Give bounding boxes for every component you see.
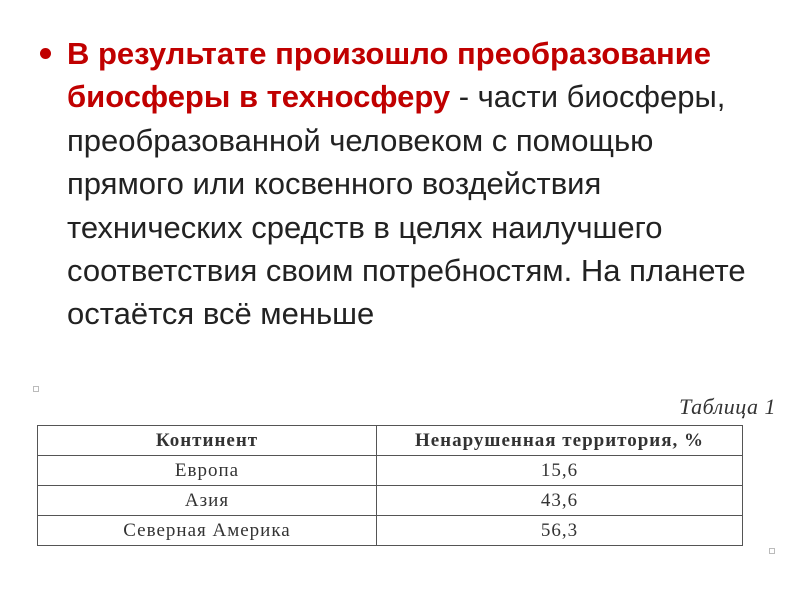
table-cell-value: 56,3 <box>377 516 743 546</box>
column-header-territory: Ненарушенная территория, % <box>377 426 743 456</box>
table-row <box>38 486 743 516</box>
table-cell-continent: Северная Америка <box>38 516 377 546</box>
bullet-body-text: - части биосферы, преобразованной человеком с помощью прямого или косвенного воздействия технических средств в целях наилучшего соответствия своим потребностям. На планете остаётся всё меньше <box>67 79 746 332</box>
bullet-text <box>67 32 777 336</box>
resize-handle-icon[interactable] <box>769 548 775 554</box>
table-cell-value: 15,6 <box>377 456 743 486</box>
table-caption: Таблица 1 <box>679 394 776 419</box>
data-table <box>37 425 743 546</box>
table-cell-continent: Азия <box>38 486 377 516</box>
table-cell-value: 43,6 <box>377 486 743 516</box>
table-header-row <box>38 426 743 456</box>
table-cell-continent: Европа <box>38 456 377 486</box>
column-header-continent: Континент <box>38 426 377 456</box>
table-row <box>38 456 743 486</box>
resize-handle-icon[interactable] <box>33 386 39 392</box>
bullet-dot-icon <box>40 48 51 59</box>
table-row <box>38 516 743 546</box>
bullet-lead-text: В результате произошло преобразование биосферы в техносферу <box>67 36 712 115</box>
